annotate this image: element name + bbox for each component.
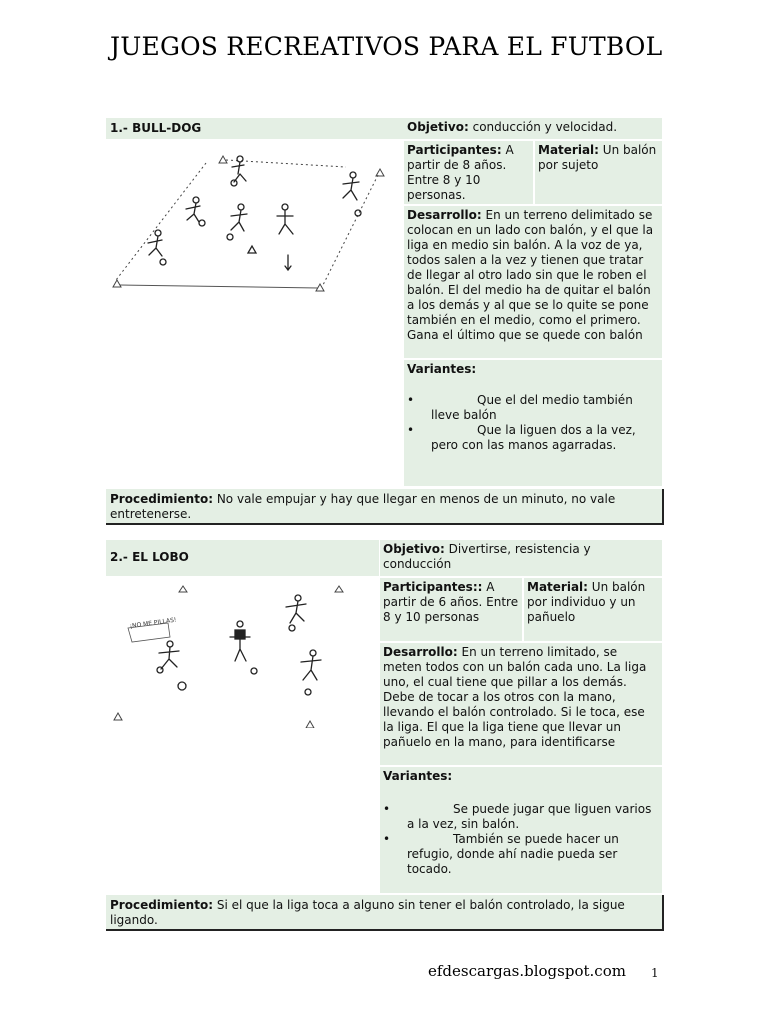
game-2-desarrollo-label: Desarrollo:	[383, 645, 458, 659]
game-2-variantes-cell	[380, 767, 662, 893]
cone-icon	[114, 586, 343, 728]
page-number: 1	[651, 966, 659, 980]
game-2-procedimiento-cell	[106, 895, 664, 931]
game-1-name: 1.- BULL-DOG	[110, 121, 202, 135]
game-1-desarrollo: En un terreno delimitado se colocan en un lado con balón, y el que la liga en medio sin balón. A la voz de ya, todos salen a la vez y tienen que tratar de llegar al otro lado sin que le roben el balón. El del medio ha de quitar el balón a los demás y al que se lo quite se pone también en el medio, como el primero. Gana el último que se quede con balón	[407, 208, 654, 342]
game-1-material-cell	[535, 141, 662, 204]
game-1-participantes-cell	[404, 141, 533, 204]
drawing-speech-text: ¡NO ME PILLAS!	[129, 616, 177, 630]
list-item	[407, 393, 659, 423]
game-2-material: Un balón por individuo y un pañuelo	[527, 580, 646, 624]
game-1-participantes-label: Participantes:	[407, 143, 502, 157]
game-2-participantes: A partir de 6 años. Entre 8 y 10 personas	[383, 580, 519, 624]
game-2-variantes-label: Variantes:	[383, 769, 453, 783]
game-2-objetivo-cell	[380, 540, 662, 576]
game-1-variantes-cell	[404, 360, 662, 486]
game-2-material-label: Material:	[527, 580, 588, 594]
game-2-participantes-label: Participantes::	[383, 580, 483, 594]
game-2-material-cell	[524, 578, 662, 641]
game-1-variante-2: Que la liguen dos a la vez, pero con las manos agarradas.	[431, 423, 636, 452]
game-1-material-label: Material:	[538, 143, 599, 157]
cone-icon	[113, 156, 384, 291]
game-2-objetivo: Divertirse, resistencia y conducción	[383, 542, 591, 571]
bullet-icon: •	[407, 423, 415, 437]
game-1-desarrollo-cell	[404, 206, 662, 358]
game-1-variante-1: Que el del medio también lleve balón	[431, 393, 633, 422]
list-item	[407, 423, 659, 453]
game-2-procedimiento-label: Procedimiento:	[110, 898, 213, 912]
player-figure-icon	[343, 172, 361, 216]
game-1-participantes: A partir de 8 años. Entre 8 y 10 personas.	[407, 143, 514, 202]
game-1-name-cell	[106, 118, 404, 139]
player-figure-icon	[301, 650, 321, 695]
player-figure-icon	[286, 595, 306, 631]
game-1-variantes-label: Variantes:	[407, 362, 477, 376]
game-1-objetivo: conducción y velocidad.	[472, 120, 618, 134]
game-1-desarrollo-label: Desarrollo:	[407, 208, 482, 222]
bullet-icon: •	[407, 393, 415, 407]
game-2-name-cell	[106, 540, 379, 576]
player-figure-icon	[231, 156, 246, 186]
game-2-procedimiento: Si el que la liga toca a alguno sin tener el balón controlado, la sigue ligando.	[110, 898, 625, 927]
game-2-participantes-cell	[380, 578, 522, 641]
game-2-variantes-list	[383, 802, 659, 877]
player-figure-icon	[230, 621, 257, 674]
list-item	[383, 802, 659, 832]
bullet-icon: •	[383, 832, 391, 846]
game-1-objetivo-label: Objetivo:	[407, 120, 469, 134]
list-item	[383, 832, 659, 877]
game-1-procedimiento-cell	[106, 489, 664, 525]
game-2-variante-2: También se puede hacer un refugio, donde ahí nadie pueda ser tocado.	[407, 832, 619, 876]
footer-site: efdescargas.blogspot.com	[428, 962, 626, 980]
player-figure-icon	[277, 204, 293, 270]
game-1-material: Un balón por sujeto	[538, 143, 657, 172]
game-1-procedimiento: No vale empujar y hay que llegar en menos de un minuto, no vale entretenerse.	[110, 492, 616, 521]
bullet-icon: •	[383, 802, 391, 816]
player-figure-icon	[227, 204, 247, 240]
game-2-name: 2.- EL LOBO	[110, 550, 189, 564]
document-title: JUEGOS RECREATIVOS PARA EL FUTBOL	[110, 32, 663, 61]
game-2-variante-1: Se puede jugar que liguen varios a la vez, sin balón.	[407, 802, 652, 831]
game-1-objetivo-cell	[404, 118, 662, 139]
player-figure-icon	[157, 641, 186, 690]
player-figure-icon	[186, 197, 205, 226]
game-1-procedimiento-label: Procedimiento:	[110, 492, 213, 506]
game-2-objetivo-label: Objetivo:	[383, 542, 445, 556]
game-2-desarrollo-cell	[380, 643, 662, 765]
bulldog-drawing	[108, 145, 398, 300]
lobo-drawing	[108, 578, 378, 728]
game-1-variantes-list	[407, 393, 659, 453]
game-2-desarrollo: En un terreno limitado, se meten todos con un balón cada uno. La liga uno, el cual tiene que pillar a los demás. Debe de tocar a los otros con la mano, llevando el balón controlado. Si le toca, ese la liga. El que la liga tiene que llevar un pañuelo en la mano, para identificarse	[383, 645, 647, 749]
